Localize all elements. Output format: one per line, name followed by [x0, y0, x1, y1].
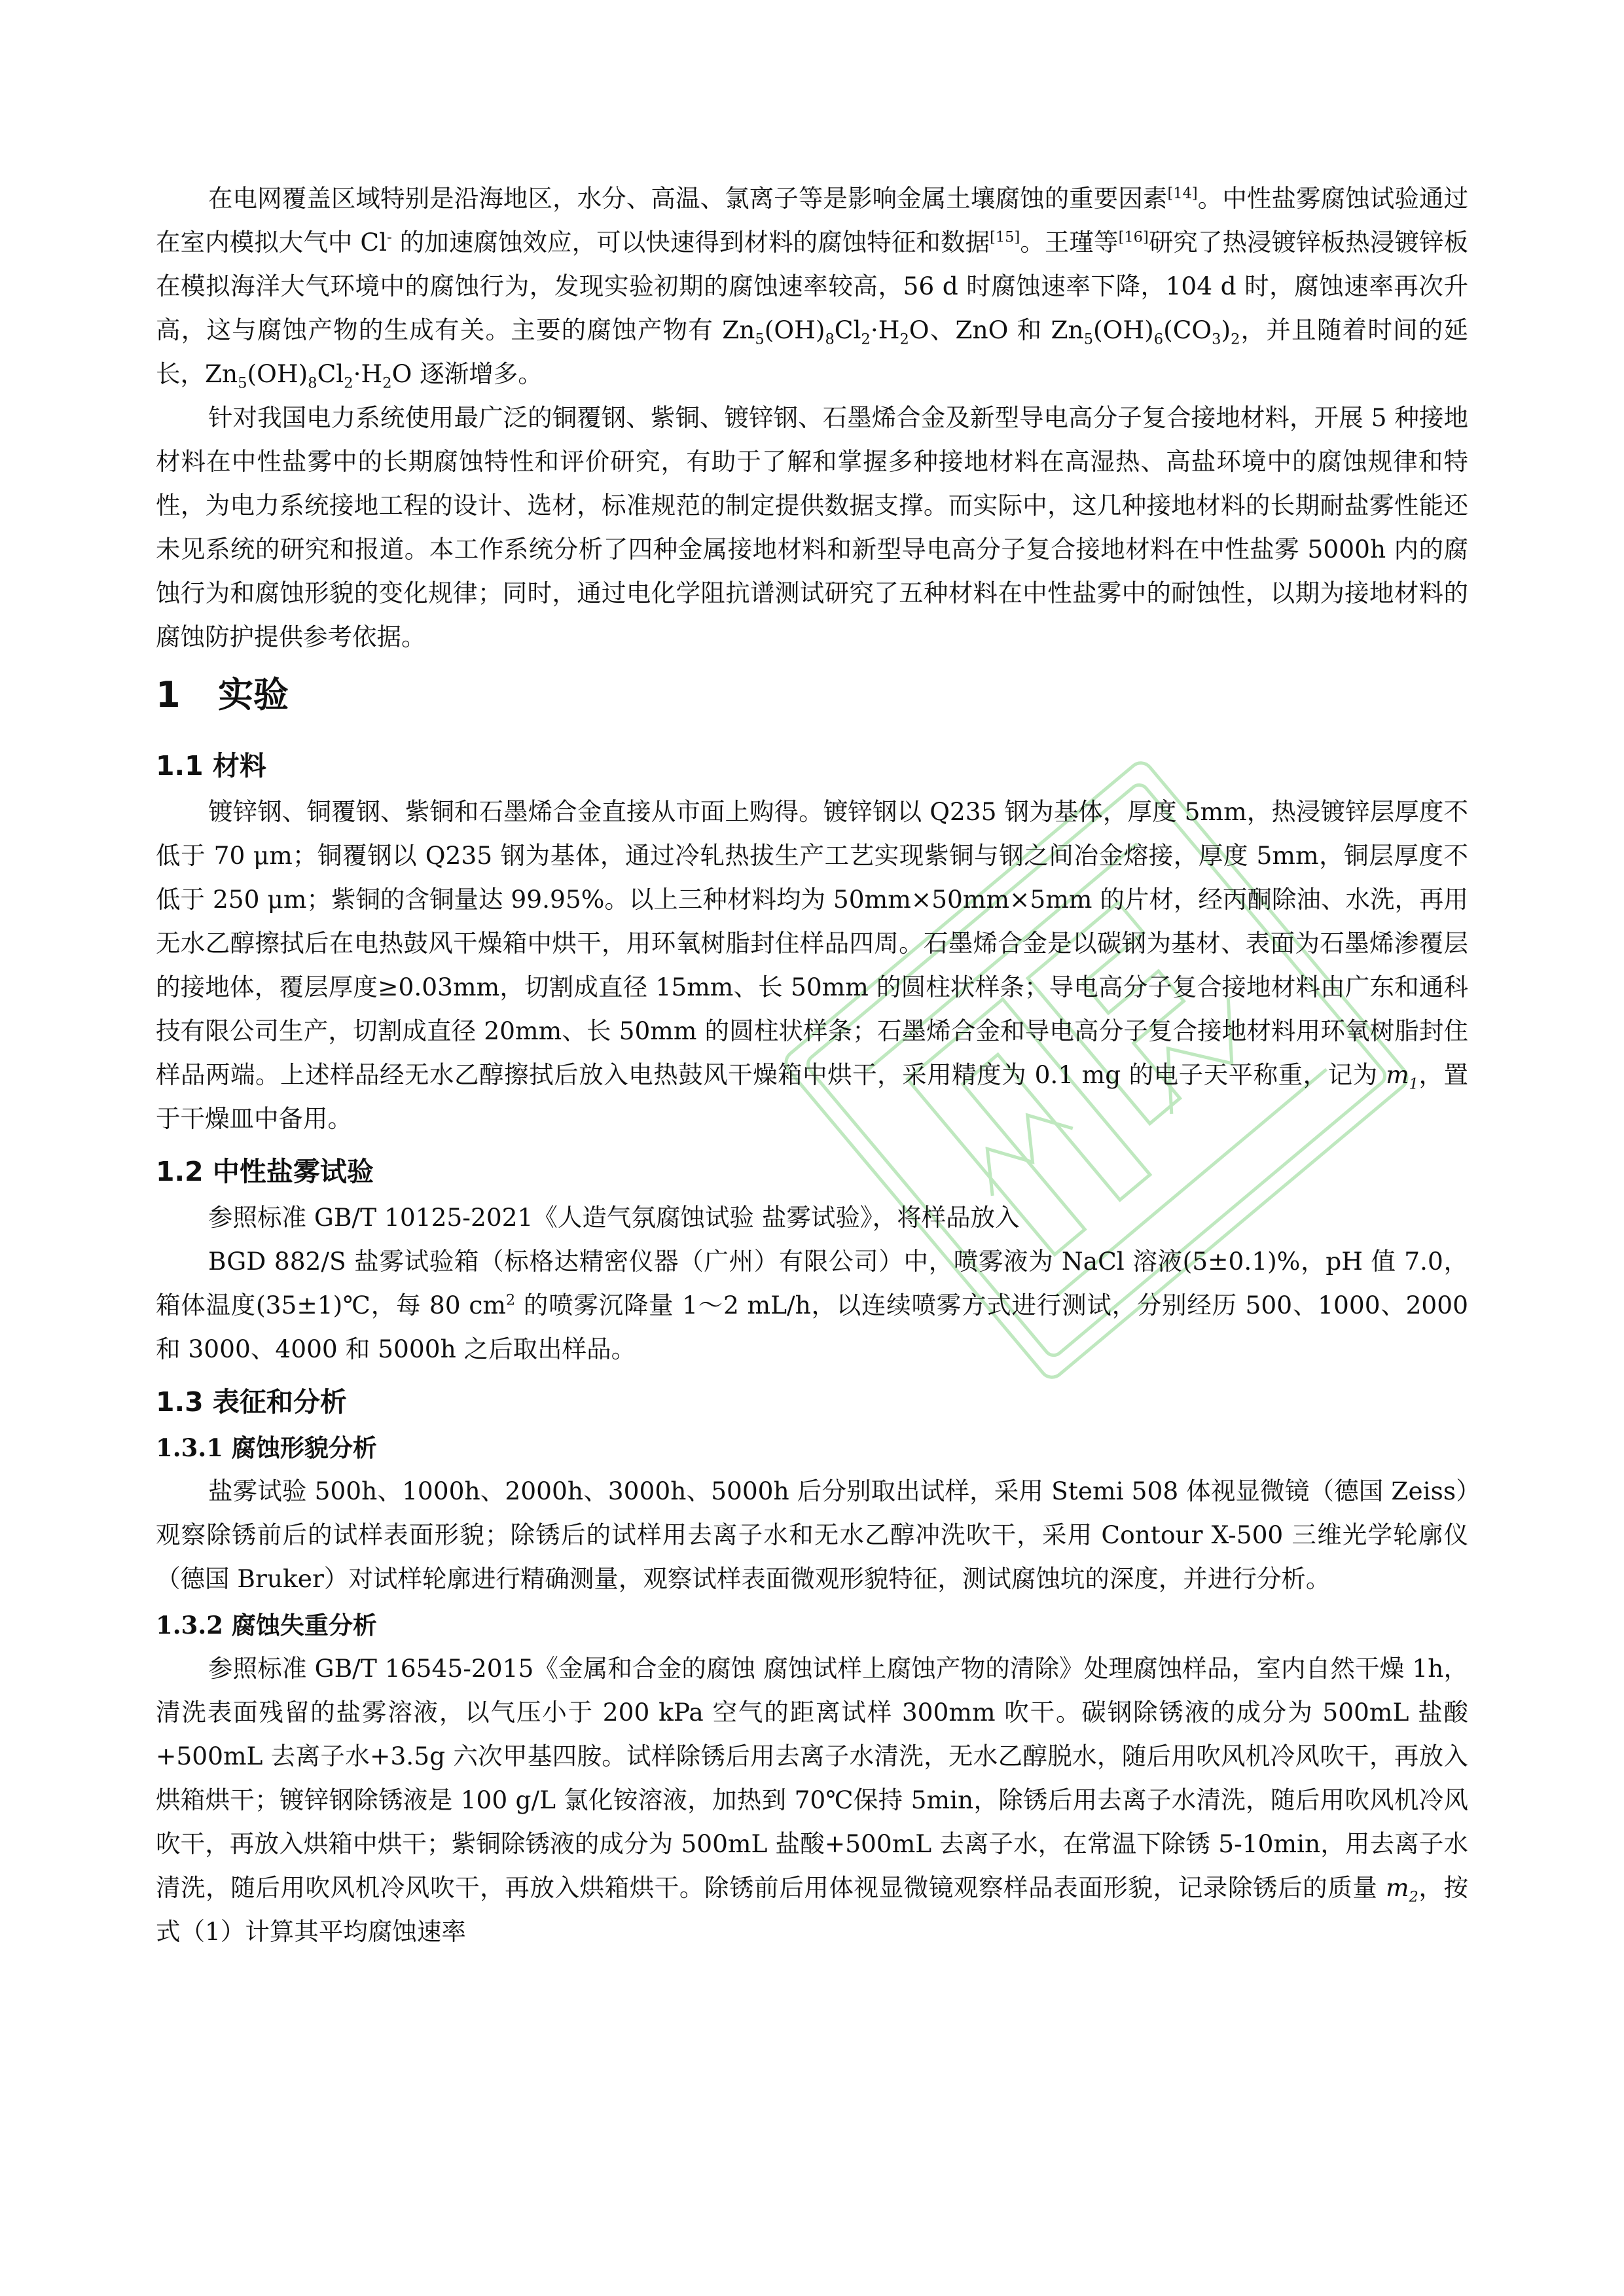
formula-zn5oh6co32: $Zn_5(OH)_6(CO_3)_2$ — [1051, 315, 1240, 348]
subsection-heading-salt-spray: 1.2 中性盐雾试验 — [156, 1156, 374, 1187]
subsection-heading-materials: 1.1 材料 — [156, 750, 266, 781]
subsubsection-heading-morphology: 1.3.1 腐蚀形貌分析 — [156, 1433, 377, 1462]
salt-spray-paragraph-1: 参照标准 GB/T 10125-2021《人造气氛腐蚀试验 盐雾试验》，将样品放入 — [208, 1203, 1020, 1232]
formula-zn5oh8cl2h2o-2: $Zn_5(OH)_8Cl_2\cdot H_2O$ — [205, 359, 412, 392]
citation-16: [16] — [1118, 228, 1149, 246]
weight-loss-paragraph: 参照标准 GB/T 16545-2015《金属和合金的腐蚀 腐蚀试样上腐蚀产物的清除》处理腐蚀样品，室内自然干燥 1h，清洗表面残留的盐雾溶液，以气压小于 200 kPa 空气的距离试样 300mm 吹干。碳钢除锈液的成分为 500mL 盐酸+500mL 去离子水+3.5g 六次甲基四胺。试样除锈后用去离子水清洗，无水乙醇脱水，随后用吹风机冷风吹干，再放入烘箱烘干；镀锌钢除锈液是 100 g/L 氯化铵溶液，加热到 70℃保持 5min，除锈后用去离子水清洗，随后用吹风机冷风吹干，再放入烘箱中烘干；紫铜除锈液的成分为 500mL 盐酸+500mL 去离子水，在常温下除锈 5-10min，用去离子水清洗，随后用吹风机冷风吹干，再放入烘箱烘干。除锈前后用体视显微镜观察样品表面形貌，记录除锈后的质量 $m_2$，按式（1）计算其平均腐蚀速率 — [156, 1654, 1469, 1946]
salt-spray-paragraph-2: BGD 882/S 盐雾试验箱（标格达精密仪器（广州）有限公司）中，喷雾液为 NaCl 溶液(5±0.1)%，pH 值 7.0，箱体温度(35±1)℃，每 80 $cm^2$ 的喷雾沉降量 1～2 mL/h，以连续喷雾方式进行测试，分别经历 500、1000、2000 和 3000、4000 和 5000h 之后取出样品。 — [156, 1247, 1468, 1363]
formula-zn5oh8cl2h2o: $Zn_5(OH)_8Cl_2\cdot H_2O$ — [722, 315, 929, 348]
citation-15: [15] — [990, 228, 1020, 246]
subsection-heading-characterization: 1.3 表征和分析 — [156, 1386, 347, 1418]
materials-paragraph: 镀锌钢、铜覆钢、紫铜和石墨烯合金直接从市面上购得。镀锌钢以 Q235 钢为基体，厚度 5mm，热浸镀锌层厚度不低于 70 μm；铜覆钢以 Q235 钢为基体，通过冷轧热拔生产工艺实现紫铜与钢之间冶金熔接，厚度 5mm，铜层厚度不低于 250 μm；紫铜的含铜量达 99.95%。以上三种材料均为 50mm×50mm×5mm 的片材，经丙酮除油、水洗，再用无水乙醇擦拭后在电热鼓风干燥箱中烘干，用环氧树脂封住样品四周。石墨烯合金是以碳钢为基材、表面为石墨烯渗覆层的接地体，覆层厚度≥0.03mm，切割成直径 15mm、长 50mm 的圆柱状样条；导电高分子复合接地材料由广东和通科技有限公司生产，切割成直径 20mm、长 50mm 的圆柱状样条；石墨烯合金和导电高分子复合接地材料用环氧树脂封住样品两端。上述样品经无水乙醇擦拭后放入电热鼓风干燥箱中烘干，采用精度为 0.1 mg 的电子天平称重，记为 $m_1$，置于干燥皿中备用。 — [156, 797, 1468, 1133]
section-heading-experiment: 1 实验 — [156, 674, 289, 715]
citation-14: [14] — [1167, 185, 1198, 202]
intro-paragraph-1: 在电网覆盖区域特别是沿海地区，水分、高温、氯离子等是影响金属土壤腐蚀的重要因素[14]。中性盐雾腐蚀试验通过在室内模拟大气中 Cl- 的加速腐蚀效应，可以快速得到材料的腐蚀特征和数据[15]。王瑾等[16]研究了热浸镀锌板热浸镀锌板在模拟海洋大气环境中的腐蚀行为，发现实验初期的腐蚀速率较高，56 d 时腐蚀速率下降，104 d 时，腐蚀速率再次升高，这与腐蚀产物的生成有关。主要的腐蚀产物有 $Zn_5(OH)_8Cl_2\cdot H_2O$、ZnO 和 $Zn_5(OH)_6(CO_3)_2$，并且随着时间的延长，$Zn_5(OH)_8Cl_2\cdot H_2O$ 逐渐增多。 — [156, 184, 1469, 392]
morphology-paragraph: 盐雾试验 500h、1000h、2000h、3000h、5000h 后分别取出试样，采用 Stemi 508 体视显微镜（德国 Zeiss）观察除锈前后的试样表面形貌；除锈后的试样用去离子水和无水乙醇冲洗吹干，采用 Contour X-500 三维光学轮廓仪（德国 Bruker）对试样轮廓进行精确测量，观察试样表面微观形貌特征，测试腐蚀坑的深度，并进行分析。 — [156, 1477, 1468, 1593]
subsubsection-heading-weight-loss: 1.3.2 腐蚀失重分析 — [156, 1611, 377, 1640]
intro-paragraph-2: 针对我国电力系统使用最广泛的铜覆钢、紫铜、镀锌钢、石墨烯合金及新型导电高分子复合接地材料，开展 5 种接地材料在中性盐雾中的长期腐蚀特性和评价研究，有助于了解和掌握多种接地材料在高湿热、高盐环境中的腐蚀规律和特性，为电力系统接地工程的设计、选材，标准规范的制定提供数据支撑。而实际中，这几种接地材料的长期耐盐雾性能还未见系统的研究和报道。本工作系统分析了四种金属接地材料和新型导电高分子复合接地材料在中性盐雾 5000h 内的腐蚀行为和腐蚀形貌的变化规律；同时，通过电化学阻抗谱测试研究了五种材料在中性盐雾中的耐蚀性，以期为接地材料的腐蚀防护提供参考依据。 — [156, 403, 1468, 651]
paper-page — [156, 177, 1468, 1954]
